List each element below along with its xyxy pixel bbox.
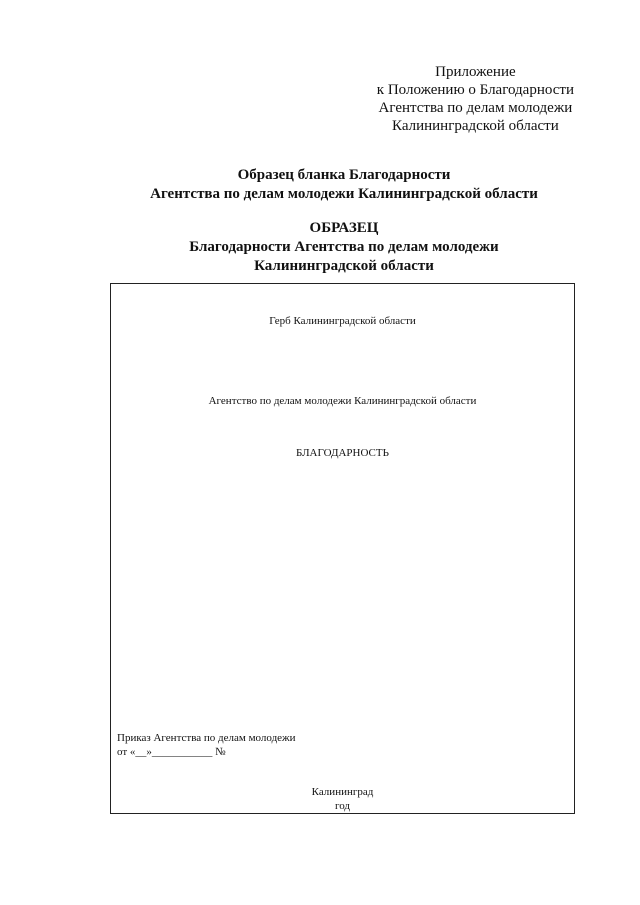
thanks-title: БЛАГОДАРНОСТЬ [296, 447, 389, 459]
title-line-2: Агентства по делам молодежи Калининградской области [150, 186, 538, 202]
form-template-frame [110, 283, 575, 814]
agency-name: Агентство по делам молодежи Калининградской области [208, 395, 477, 407]
appendix-line-2: к Положению о Благодарности [376, 82, 574, 98]
appendix-line-4: Калининградской области [392, 118, 559, 134]
sample-heading [0, 219, 640, 276]
document-title [0, 166, 640, 204]
sample-line-1: ОБРАЗЕЦ [309, 220, 379, 236]
order-line-2: от «__»___________ № [117, 746, 226, 758]
coat-of-arms-placeholder: Герб Калининградской области [269, 315, 416, 327]
sample-line-2: Благодарности Агентства по делам молодежи [189, 239, 499, 255]
sample-line-3: Калининградской области [254, 258, 434, 274]
appendix-line-1: Приложение [435, 64, 516, 80]
year-label: год [334, 800, 351, 812]
city-name: Калининград [311, 786, 374, 798]
title-line-1: Образец бланка Благодарности [237, 167, 451, 183]
appendix-line-3: Агентства по делам молодежи [378, 100, 573, 116]
order-reference [117, 731, 296, 759]
order-line-1: Приказ Агентства по делам молодежи [117, 732, 296, 744]
appendix-note [377, 63, 574, 135]
city-and-year [111, 785, 574, 813]
